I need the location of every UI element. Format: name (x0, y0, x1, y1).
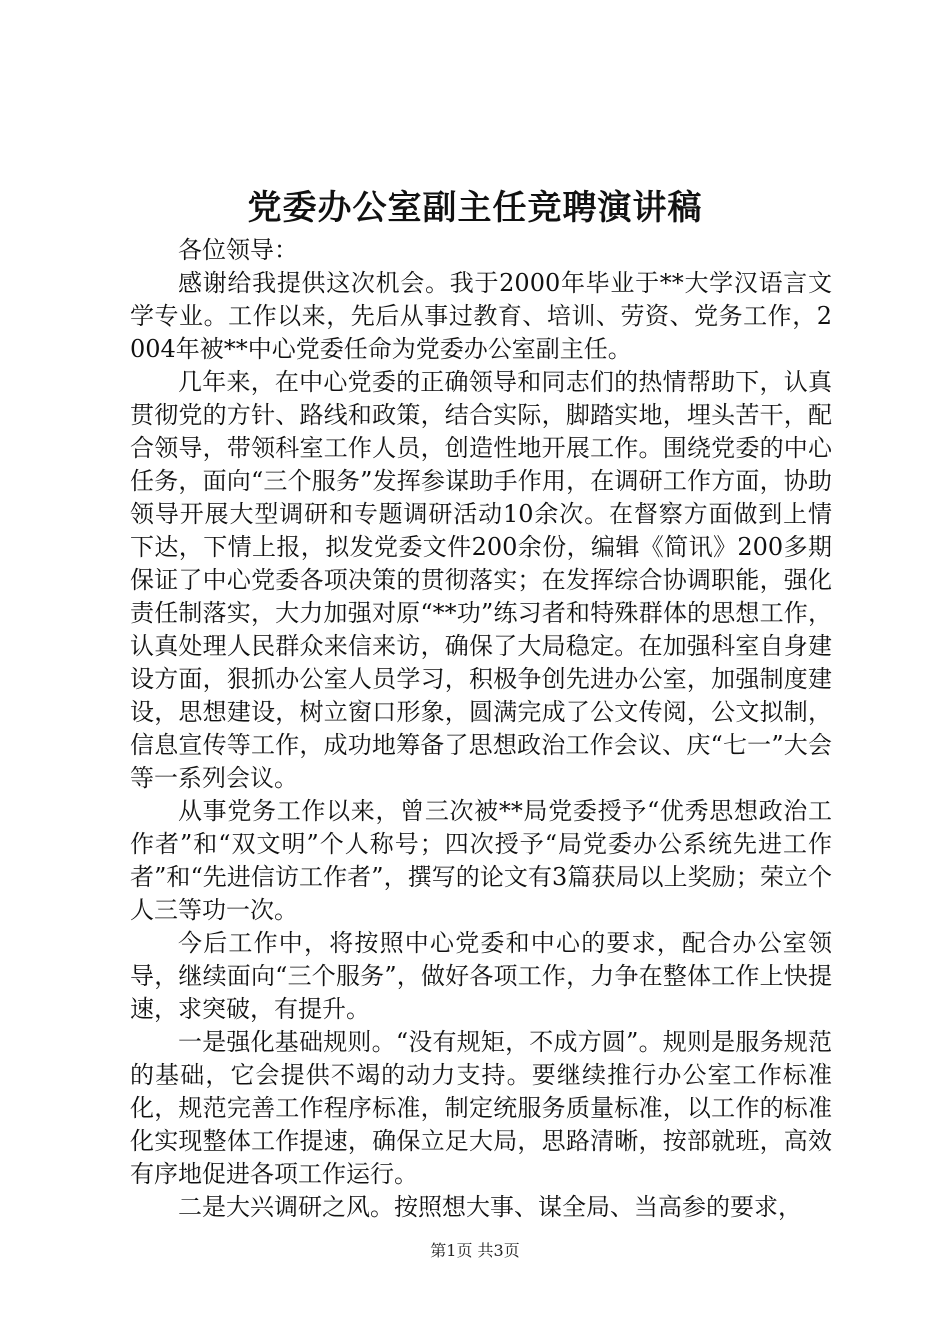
document-title: 党委办公室副主任竞聘演讲稿 (247, 188, 703, 228)
intro-paragraph: 感谢给我提供这次机会。我于2000年毕业于**大学汉语言文学专业。工作以来，先后从事过教育、培训、劳资、党务工作，2004年被**中心党委任命为党委办公室副主任。 (130, 269, 832, 363)
honors-paragraph: 从事党务工作以来，曾三次被**局党委授予“优秀思想政治工作者”和“双文明”个人称号；四次授予“局党委办公系统先进工作者”和“先进信访工作者”，撰写的论文有3篇获局以上奖励；荣立个人三等功一次。 (130, 797, 832, 924)
page-number-footer: 第1页 共3页 (430, 1241, 520, 1260)
point-two-paragraph: 二是大兴调研之风。按照想大事、谋全局、当高参的要求， (178, 1193, 802, 1221)
achievements-paragraph: 几年来，在中心党委的正确领导和同志们的热情帮助下，认真贯彻党的方针、路线和政策，结合实际，脚踏实地，埋头苦干，配合领导，带领科室工作人员，创造性地开展工作。围绕党委的中心任务，面向“三个服务”发挥参谋助手作用，在调研工作方面，协助领导开展大型调研和专题调研活动10余次。在督察方面做到上情下达，下情上报，拟发党委文件200余份，编辑《简讯》200多期保证了中心党委各项决策的贯彻落实；在发挥综合协调职能，强化责任制落实，大力加强对原“**功”练习者和特殊群体的思想工作，认真处理人民群众来信来访，确保了大局稳定。在加强科室自身建设方面，狠抓办公室人员学习，积极争创先进办公室，加强制度建设，思想建设，树立窗口形象，圆满完成了公文传阅，公文拟制，信息宣传等工作，成功地筹备了思想政治工作会议、庆“七一”大会等一系列会议。 (130, 368, 832, 792)
document-body (130, 234, 832, 1224)
salutation-paragraph: 各位领导： (178, 236, 298, 264)
future-work-paragraph: 今后工作中，将按照中心党委和中心的要求，配合办公室领导，继续面向“三个服务”，做好各项工作，力争在整体工作上快提速，求突破，有提升。 (130, 929, 832, 1023)
point-one-paragraph: 一是强化基础规则。“没有规矩，不成方圆”。规则是服务规范的基础，它会提供不竭的动力支持。要继续推行办公室工作标准化，规范完善工作程序标准，制定统服务质量标准，以工作的标准化实现整体工作提速，确保立足大局，思路清晰，按部就班，高效有序地促进各项工作运行。 (130, 1028, 832, 1188)
